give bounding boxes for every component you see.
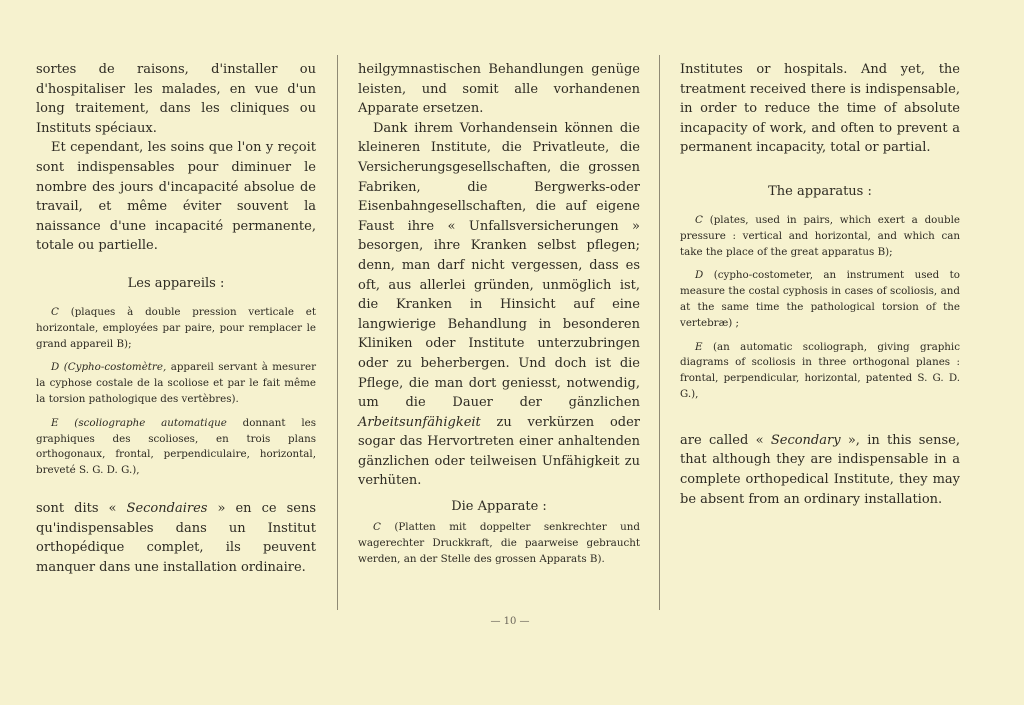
text-run: » en ce sens qu'indispensables dans un Institut orthopédique complet, ils peuvent manquer dans une installation ordinaire. [36,500,316,575]
item-text: appareil servant à mesurer la cyphose costale de la scoliose et par le fait même la torsion pathologique des vertèbres). [36,361,317,405]
column-english [680,60,960,509]
item-letter: C [695,213,703,226]
item-text: (plaques à double pression verticale et horizontale, employées par paire, pour remplacer le grand appareil B); [36,305,316,350]
emphasis: Arbeitsunfähigkeit [358,414,481,430]
column-german [358,60,640,575]
item-letter: C [373,521,381,534]
emphasis: Secondaires [126,500,208,516]
paragraph: heilgymnastischen Behandlungen genüge leisten, und somit alle vorhandenen Apparate ersetzen. [358,62,640,117]
list-item [36,416,316,479]
text-run: Dank ihrem Vorhandensein können die kleineren Institute, die Privatleute, die Versicherungsgesellschaften, die grossen Fabriken, die Bergwerks-oder Eisenbahngesellschaften, die auf eigene Faust ihre « Unfallsversicherungen » besorgen, ihre Kranken selbst pflegen; denn, man darf nicht vergessen, dass es oft, aus allerlei gründen, unmöglich ist, die Kranken in Hinsicht auf eine langwierige Behandlung in besonderen Kliniken oder Institute unterzubringen oder zu beherbergen. Und doch ist die Pflege, die man dort geniesst, notwendig, um die Dauer der gänzlichen [358,120,640,411]
paragraph [358,119,640,491]
item-text: (cypho-costometer, an instrument used to measure the costal cyphosis in cases of scoliosis, and at the same time the pathological torsion of the vertebræ) ; [680,269,960,329]
emphasis: Secondary [770,432,841,448]
list-item [680,213,960,260]
text-run: zu verkürzen oder sogar das Hervortreten einer anhaltenden gänzlichen oder teilweisen Unfähigkeit zu verhüten. [358,414,640,489]
text-run: are called « [680,432,771,448]
list-item [680,340,960,403]
column-divider-left [337,55,338,610]
paragraph [680,431,960,509]
paragraph: Et cependant, les soins que l'on y reçoit sont indispensables pour diminuer le nombre des jours d'incapacité absolue de travail, et même éviter souvent la naissance d'une incapacité permanente, totale ou partielle. [36,140,316,254]
item-name: (Cypho-costomètre, [63,361,167,374]
item-letter: D [51,361,60,374]
column-divider-right [659,55,660,610]
item-letter: D [695,269,704,282]
item-letter: E [695,340,703,353]
section-heading: The apparatus : [768,183,872,199]
list-item [358,520,640,567]
item-text: (an automatic scoliograph, giving graphic diagrams of scoliosis in three orthogonal planes : frontal, perpendicular, horizontal, patented S. G. D. G.), [680,340,960,400]
text-run: », in this sense, that although they are indispensable in a complete orthopedical Institute, they may be absent from an ordinary installation. [680,432,960,507]
paragraph: Institutes or hospitals. And yet, the treatment received there is indispensable, in order to reduce the time of absolute incapacity of work, and often to prevent a permanent incapacity, total or partial. [680,62,960,156]
paragraph: sortes de raisons, d'installer ou d'hospitaliser les malades, en vue d'un long traitement, dans les cliniques ou Instituts spéciaux. [36,62,316,136]
list-item [36,305,316,352]
list-item [680,268,960,331]
item-letter: E [51,416,59,429]
column-french [36,60,316,577]
section-heading: Die Apparate : [451,499,547,515]
item-letter: C [51,305,59,318]
item-text: donnant les graphiques des scolioses, en trois plans orthogonaux, frontal, perpendiculaire, horizontal, breveté S. G. D. G.), [36,416,316,477]
page-number: — 10 — [490,616,530,627]
list-item [36,360,316,407]
text-run: sont dits « [36,500,127,516]
item-name: (scoliographe automatique [74,416,227,429]
section-heading: Les appareils : [127,275,225,291]
item-text: (plates, used in pairs, which exert a double pressure : vertical and horizontal, and which can take the place of the great apparatus B); [680,213,960,258]
paragraph [36,499,316,577]
item-text: (Platten mit doppelter senkrechter und wagerechter Druckkraft, die paarweise gebraucht werden, an der Stelle des grossen Apparats B). [358,521,640,565]
